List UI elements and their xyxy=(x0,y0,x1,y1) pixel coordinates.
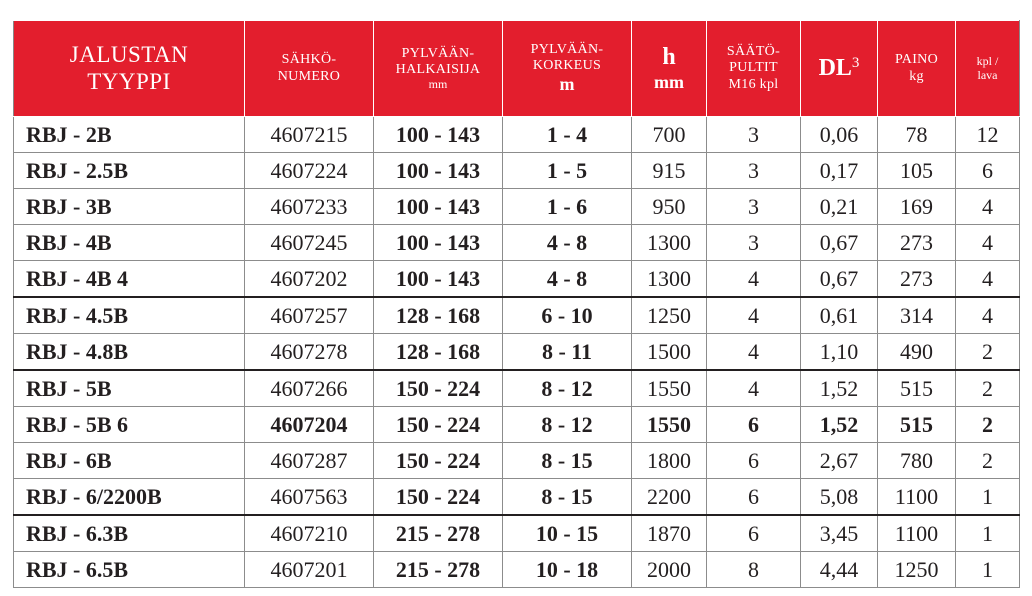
cell-type: RBJ - 4.5B xyxy=(14,297,245,334)
table-row xyxy=(14,117,1020,153)
table-row xyxy=(14,261,1020,298)
cell-pallet: 4 xyxy=(956,225,1020,261)
product-table xyxy=(13,20,1020,588)
cell-h: 1550 xyxy=(632,370,707,407)
header-height-range: PYLVÄÄN- KORKEUS m xyxy=(503,21,632,117)
cell-diameter: 215 - 278 xyxy=(374,552,503,588)
cell-bolts: 4 xyxy=(707,370,801,407)
cell-weight: 273 xyxy=(878,261,956,298)
cell-height: 8 - 12 xyxy=(503,370,632,407)
table-row xyxy=(14,297,1020,334)
header-diameter: PYLVÄÄN- HALKAISIJA mm xyxy=(374,21,503,117)
cell-type: RBJ - 6/2200B xyxy=(14,479,245,516)
cell-diameter: 128 - 168 xyxy=(374,297,503,334)
cell-bolts: 6 xyxy=(707,515,801,552)
header-dl: $DL^3$ xyxy=(801,21,878,117)
cell-type: RBJ - 4.8B xyxy=(14,334,245,371)
cell-number: 4607266 xyxy=(245,370,374,407)
cell-number: 4607215 xyxy=(245,117,374,153)
cell-number: 4607201 xyxy=(245,552,374,588)
cell-dl: 0,21 xyxy=(801,189,878,225)
cell-type: RBJ - 3B xyxy=(14,189,245,225)
table-row xyxy=(14,552,1020,588)
cell-weight: 1100 xyxy=(878,515,956,552)
cell-weight: 78 xyxy=(878,117,956,153)
cell-dl: 2,67 xyxy=(801,443,878,479)
cell-height: 6 - 10 xyxy=(503,297,632,334)
table-row xyxy=(14,515,1020,552)
cell-pallet: 12 xyxy=(956,117,1020,153)
cell-h: 1300 xyxy=(632,225,707,261)
cell-height: 8 - 15 xyxy=(503,479,632,516)
cell-pallet: 6 xyxy=(956,153,1020,189)
cell-bolts: 6 xyxy=(707,443,801,479)
cell-pallet: 4 xyxy=(956,297,1020,334)
cell-bolts: 4 xyxy=(707,334,801,371)
cell-height: 4 - 8 xyxy=(503,261,632,298)
cell-height: 1 - 4 xyxy=(503,117,632,153)
cell-number: 4607224 xyxy=(245,153,374,189)
cell-type: RBJ - 2B xyxy=(14,117,245,153)
cell-type: RBJ - 6B xyxy=(14,443,245,479)
cell-weight: 1250 xyxy=(878,552,956,588)
cell-number: 4607287 xyxy=(245,443,374,479)
cell-dl: 1,10 xyxy=(801,334,878,371)
cell-diameter: 100 - 143 xyxy=(374,225,503,261)
cell-pallet: 2 xyxy=(956,334,1020,371)
cell-type: RBJ - 6.5B xyxy=(14,552,245,588)
cell-h: 1300 xyxy=(632,261,707,298)
cell-diameter: 128 - 168 xyxy=(374,334,503,371)
table-row xyxy=(14,225,1020,261)
cell-height: 8 - 15 xyxy=(503,443,632,479)
cell-dl: 1,52 xyxy=(801,370,878,407)
cell-weight: 105 xyxy=(878,153,956,189)
cell-type: RBJ - 5B 6 xyxy=(14,407,245,443)
cell-h: 1800 xyxy=(632,443,707,479)
cell-dl: 1,52 xyxy=(801,407,878,443)
cell-h: 1870 xyxy=(632,515,707,552)
cell-number: 4607563 xyxy=(245,479,374,516)
cell-type: RBJ - 4B 4 xyxy=(14,261,245,298)
cell-diameter: 150 - 224 xyxy=(374,443,503,479)
cell-diameter: 100 - 143 xyxy=(374,117,503,153)
cell-type: RBJ - 5B xyxy=(14,370,245,407)
cell-height: 1 - 5 xyxy=(503,153,632,189)
cell-bolts: 8 xyxy=(707,552,801,588)
cell-number: 4607233 xyxy=(245,189,374,225)
cell-weight: 314 xyxy=(878,297,956,334)
table-row xyxy=(14,153,1020,189)
cell-diameter: 150 - 224 xyxy=(374,479,503,516)
cell-dl: 0,17 xyxy=(801,153,878,189)
cell-height: 10 - 18 xyxy=(503,552,632,588)
cell-dl: 0,67 xyxy=(801,225,878,261)
cell-pallet: 2 xyxy=(956,370,1020,407)
cell-diameter: 100 - 143 xyxy=(374,189,503,225)
cell-pallet: 1 xyxy=(956,552,1020,588)
cell-number: 4607210 xyxy=(245,515,374,552)
cell-bolts: 3 xyxy=(707,117,801,153)
cell-height: 4 - 8 xyxy=(503,225,632,261)
cell-number: 4607245 xyxy=(245,225,374,261)
cell-h: 1550 xyxy=(632,407,707,443)
table-row xyxy=(14,189,1020,225)
cell-number: 4607204 xyxy=(245,407,374,443)
cell-weight: 273 xyxy=(878,225,956,261)
cell-weight: 169 xyxy=(878,189,956,225)
cell-weight: 490 xyxy=(878,334,956,371)
cell-h: 1250 xyxy=(632,297,707,334)
cell-type: RBJ - 4B xyxy=(14,225,245,261)
cell-h: 915 xyxy=(632,153,707,189)
cell-weight: 515 xyxy=(878,407,956,443)
cell-dl: 4,44 xyxy=(801,552,878,588)
table-row xyxy=(14,443,1020,479)
table-row xyxy=(14,334,1020,371)
table-row xyxy=(14,407,1020,443)
header-bolts: SÄÄTÖ- PULTIT M16 kpl xyxy=(707,21,801,117)
cell-height: 8 - 12 xyxy=(503,407,632,443)
cell-h: 2000 xyxy=(632,552,707,588)
cell-bolts: 6 xyxy=(707,479,801,516)
header-weight: PAINO kg xyxy=(878,21,956,117)
header-per-pallet: kpl / lava xyxy=(956,21,1020,117)
table-body xyxy=(14,117,1020,588)
cell-weight: 780 xyxy=(878,443,956,479)
cell-diameter: 150 - 224 xyxy=(374,407,503,443)
cell-dl: 5,08 xyxy=(801,479,878,516)
product-table-wrapper xyxy=(13,20,1019,588)
cell-pallet: 1 xyxy=(956,479,1020,516)
table-row xyxy=(14,370,1020,407)
cell-bolts: 4 xyxy=(707,261,801,298)
cell-h: 700 xyxy=(632,117,707,153)
cell-type: RBJ - 2.5B xyxy=(14,153,245,189)
cell-diameter: 100 - 143 xyxy=(374,153,503,189)
cell-pallet: 4 xyxy=(956,261,1020,298)
cell-dl: 0,06 xyxy=(801,117,878,153)
cell-dl: 0,61 xyxy=(801,297,878,334)
cell-height: 1 - 6 xyxy=(503,189,632,225)
cell-weight: 1100 xyxy=(878,479,956,516)
cell-pallet: 4 xyxy=(956,189,1020,225)
cell-bolts: 6 xyxy=(707,407,801,443)
cell-type: RBJ - 6.3B xyxy=(14,515,245,552)
cell-bolts: 3 xyxy=(707,189,801,225)
table-header xyxy=(14,21,1020,117)
cell-number: 4607278 xyxy=(245,334,374,371)
cell-bolts: 4 xyxy=(707,297,801,334)
cell-diameter: 215 - 278 xyxy=(374,515,503,552)
header-h: h mm xyxy=(632,21,707,117)
cell-number: 4607257 xyxy=(245,297,374,334)
cell-pallet: 2 xyxy=(956,443,1020,479)
header-type: JALUSTAN TYYPPI xyxy=(14,21,245,117)
cell-dl: 0,67 xyxy=(801,261,878,298)
cell-h: 950 xyxy=(632,189,707,225)
header-number: SÄHKÖ- NUMERO xyxy=(245,21,374,117)
cell-diameter: 100 - 143 xyxy=(374,261,503,298)
cell-dl: 3,45 xyxy=(801,515,878,552)
header-dl-superscript: 3 xyxy=(851,54,860,71)
cell-bolts: 3 xyxy=(707,153,801,189)
cell-h: 1500 xyxy=(632,334,707,371)
cell-bolts: 3 xyxy=(707,225,801,261)
cell-height: 8 - 11 xyxy=(503,334,632,371)
cell-height: 10 - 15 xyxy=(503,515,632,552)
cell-pallet: 2 xyxy=(956,407,1020,443)
cell-weight: 515 xyxy=(878,370,956,407)
cell-pallet: 1 xyxy=(956,515,1020,552)
table-row xyxy=(14,479,1020,516)
cell-diameter: 150 - 224 xyxy=(374,370,503,407)
cell-h: 2200 xyxy=(632,479,707,516)
cell-number: 4607202 xyxy=(245,261,374,298)
